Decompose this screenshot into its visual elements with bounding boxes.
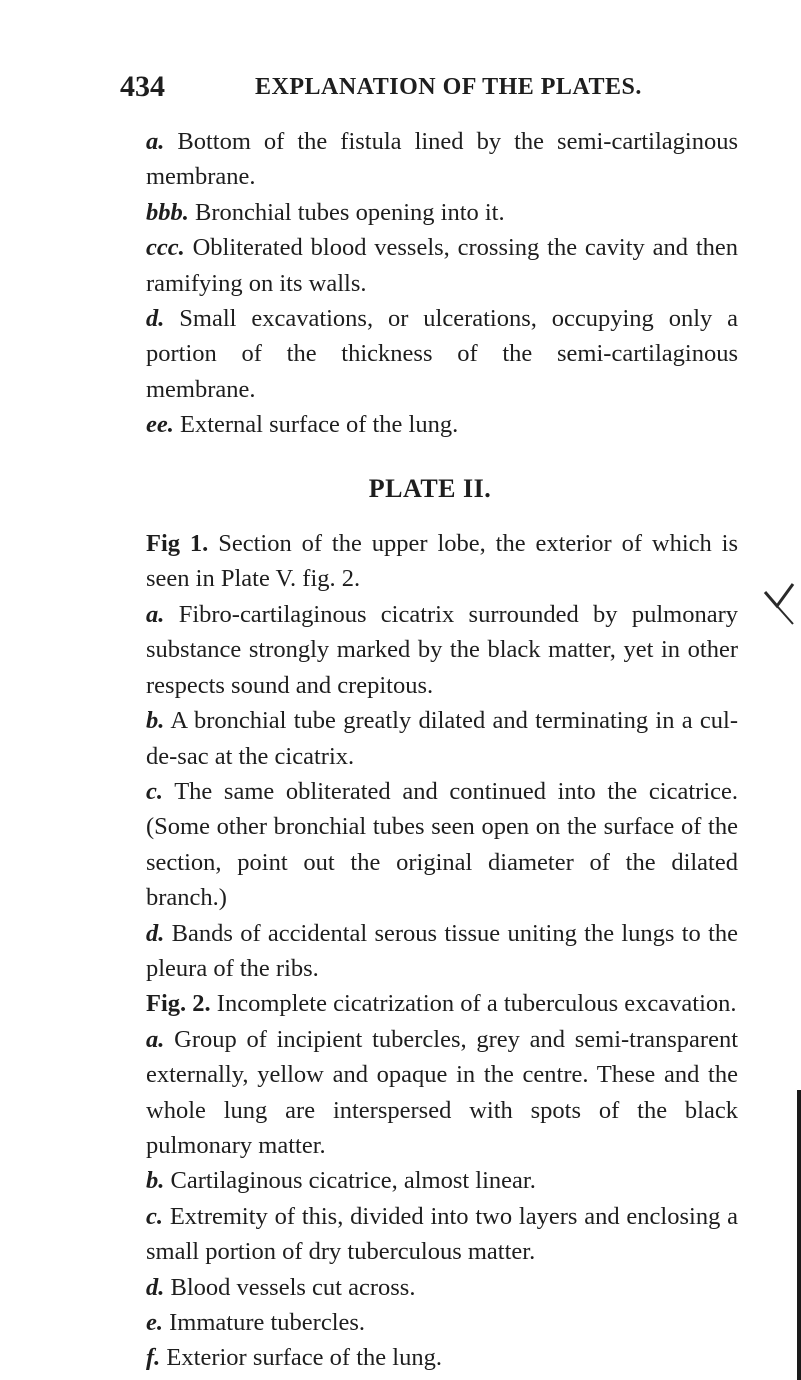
item-label: c. [146,777,163,805]
figure-text: Incomplete cicatrization of a tuberculous excavation. [216,990,737,1018]
page-header [120,70,740,110]
item-text: Group of incipient tubercles, grey and semi-transparent externally, yellow and opaque in the centre. These and the whole lung are interspersed with spots of the black pulmonary matter. [146,1025,739,1159]
page-edge-shadow [797,1090,801,1380]
item-label: b. [146,707,165,735]
item-text: The same obliterated and continued into the cicatrice. (Some other bronchial tubes seen open on the surface of the section, point out the original diameter of the dilated branch.) [146,777,738,912]
item-label: d. [146,1273,165,1301]
fig1-item-c [122,774,738,916]
item-label: d. [146,919,165,947]
fig1-caption [122,526,738,597]
plate1-item-ccc [122,230,738,301]
figure-label: Fig. 2. [146,990,211,1018]
figure-label: Fig 1. [146,530,209,558]
figure-text: Section of the upper lobe, the exterior of which is seen in Plate V. fig. 2. [146,530,739,593]
plate-heading: PLATE II. [368,473,492,503]
item-text: Obliterated blood vessels, crossing the cavity and then ramifying on its walls. [146,234,738,297]
item-text: Bottom of the fistula lined by the semi-cartilaginous membrane. [146,128,739,191]
item-label: e. [146,1309,163,1336]
item-label: b. [146,1167,165,1195]
item-label: ccc. [146,234,185,262]
fig2-item-e [122,1305,738,1340]
plate1-item-bbb [122,195,738,230]
item-label: d. [146,305,165,333]
plate1-item-ee [122,407,738,442]
item-text: A bronchial tube greatly dilated and terminating in a cul-de-sac at the cicatrix. [146,707,738,770]
fig2-item-d [122,1270,738,1305]
fig1-item-b [122,703,738,774]
item-label: a. [146,1025,165,1053]
item-text: Bronchial tubes opening into it. [195,198,505,226]
plate1-item-a [122,124,738,195]
item-label: a. [146,600,165,628]
plate1-item-d [122,301,738,407]
item-label: ee. [146,411,174,439]
page-number: 434 [120,70,165,103]
item-text: External surface of the lung. [180,411,459,439]
fig2-item-f [122,1340,738,1375]
fig2-item-b [122,1163,738,1198]
fig2-caption [122,986,738,1021]
item-label: c. [146,1202,163,1230]
fig2-item-c [122,1199,738,1270]
page-body [122,124,738,1376]
fig1-item-d [122,916,738,987]
item-text: Extremity of this, divided into two layers and enclosing a small portion of dry tuberculous matter. [146,1202,739,1266]
item-text: Fibro-cartilaginous cicatrix surrounded by pulmonary substance strongly marked by the black matter, yet in other respects sound and crepitous. [146,600,739,699]
item-text: Cartilaginous cicatrice, almost linear. [170,1167,536,1195]
item-text: Small excavations, or ulcerations, occupying only a portion of the thickness of the semi-cartilaginous membrane. [146,305,739,403]
fig1-item-a [122,597,738,703]
item-label: f. [146,1344,161,1372]
pencil-check-mark-icon [763,580,797,630]
item-text: Bands of accidental serous tissue uniting the lungs to the pleura of the ribs. [146,919,739,982]
item-label: bbb. [146,198,189,226]
running-head: EXPLANATION OF THE PLATES. [255,74,642,100]
item-text: Exterior surface of the lung. [166,1344,442,1372]
item-text: Immature tubercles. [169,1309,366,1336]
fig2-item-a [122,1022,738,1164]
item-label: a. [146,128,165,155]
item-text: Blood vessels cut across. [170,1273,416,1301]
